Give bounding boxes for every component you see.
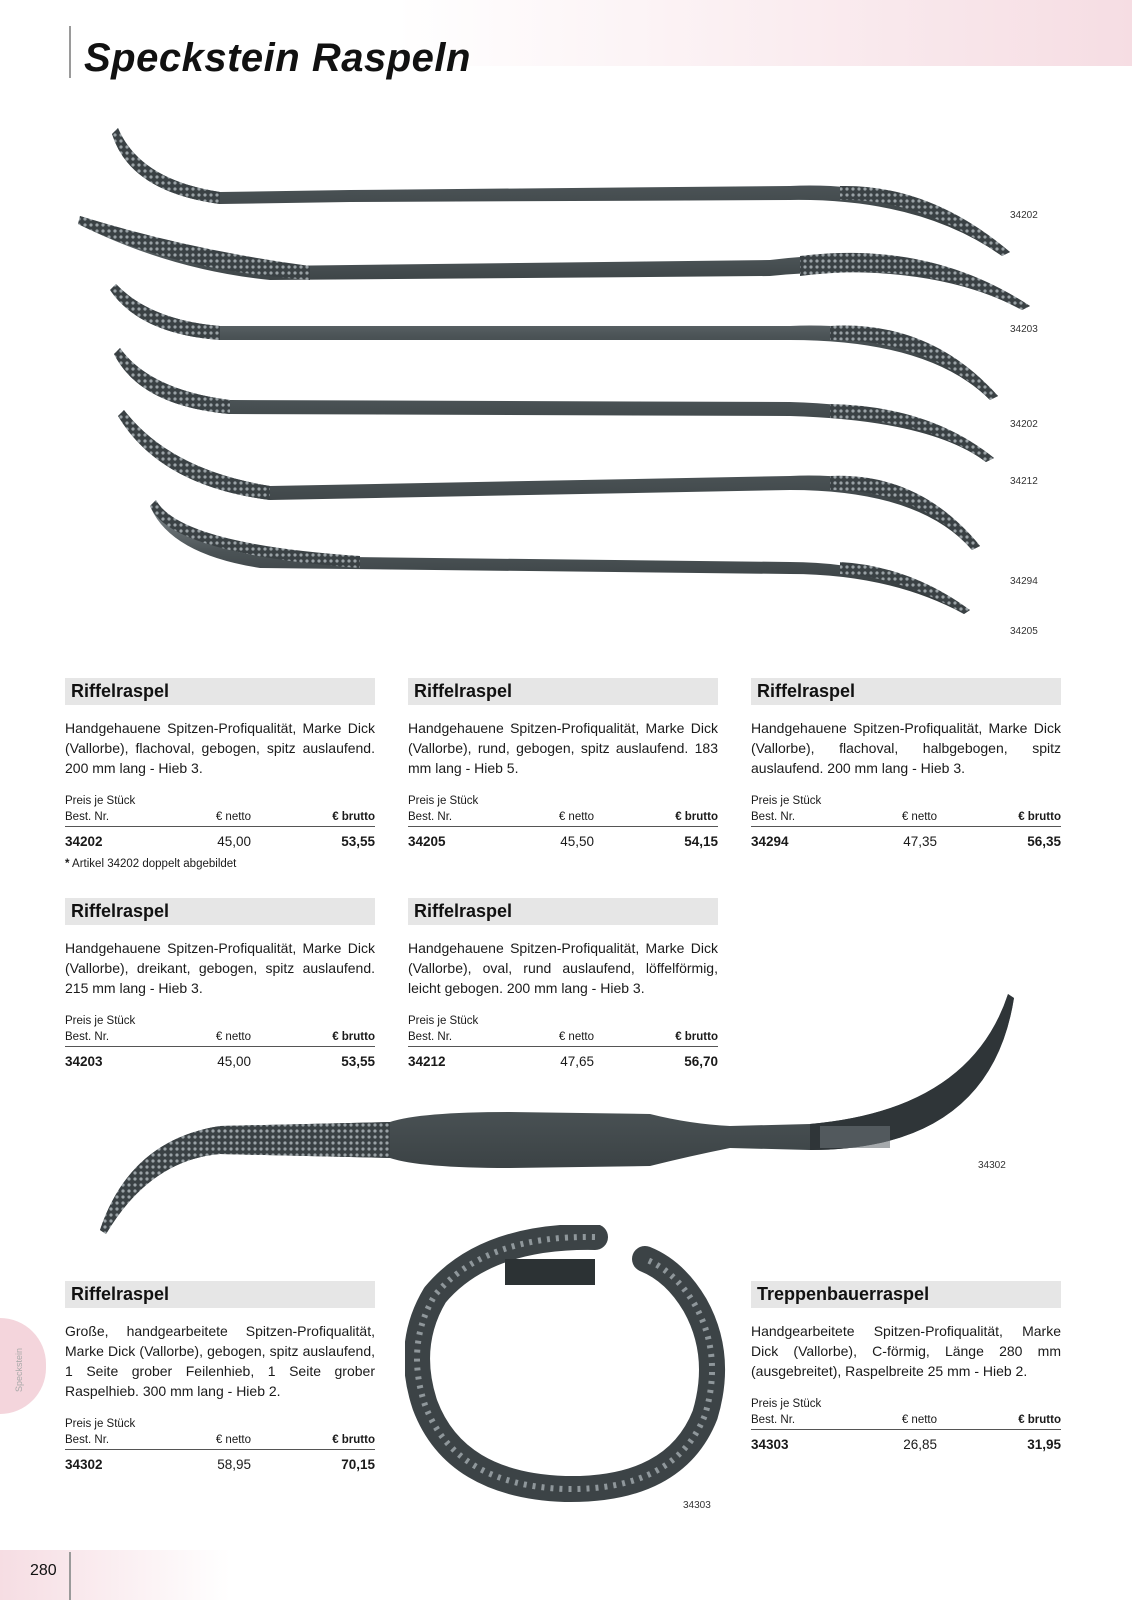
best-nr-label: Best. Nr. [408, 1031, 453, 1043]
price-per-label: Preis je Stück [65, 1418, 136, 1430]
page-number: 280 [30, 1562, 57, 1579]
rasp-34202-middle [110, 284, 998, 400]
photo-ref-6: 34205 [1010, 626, 1038, 637]
price-per-label: Preis je Stück [751, 795, 822, 807]
brutto-label: € brutto [1018, 811, 1061, 823]
price-per-label: Preis je Stück [65, 795, 136, 807]
photo-ref-coil: 34303 [683, 1500, 711, 1511]
best-nr-label: Best. Nr. [751, 1414, 796, 1426]
rasp-34302 [100, 994, 1014, 1234]
price-row [751, 831, 1061, 852]
product-heading: Riffelraspel [408, 898, 718, 925]
product-34205 [408, 678, 718, 852]
price-header [751, 809, 1061, 827]
product-description: Handgehauene Spitzen-Profiqualität, Marke Dick (Vallorbe), flachoval, gebogen, spitz auslaufend. 200 mm lang - Hieb 3. [65, 720, 375, 776]
price-brutto: 56,35 [1027, 834, 1061, 849]
item-number: 34212 [408, 1054, 446, 1069]
photo-ref-4: 34212 [1010, 476, 1038, 487]
big-rasp-photo [90, 990, 1030, 1250]
note-star: * [65, 858, 70, 870]
netto-label: € netto [558, 1031, 594, 1043]
price-header [751, 1412, 1061, 1430]
price-per-label: Preis je Stück [408, 1015, 479, 1027]
price-netto: 45,50 [560, 834, 594, 849]
price-per-label: Preis je Stück [65, 1015, 136, 1027]
product-heading: Treppenbauerraspel [751, 1281, 1061, 1308]
price-row [408, 831, 718, 852]
photo-ref-2: 34203 [1010, 324, 1038, 335]
product-34202 [65, 678, 375, 870]
price-row [65, 1454, 375, 1475]
rasp-34303 [417, 1237, 712, 1489]
price-per-label: Preis je Stück [408, 795, 479, 807]
note-text: Artikel 34202 doppelt abgebildet [69, 858, 237, 870]
price-brutto: 53,55 [341, 834, 375, 849]
rasps-photo [70, 120, 1060, 630]
product-description: Große, handgearbeitete Spitzen-Profiqualität, Marke Dick (Vallorbe), gebogen, spitz auslaufend, 1 Seite grober Feilenhieb, 1 Seite grober Raspelhieb. 300 mm lang - Hieb 2. [65, 1323, 375, 1399]
price-netto: 47,65 [560, 1054, 594, 1069]
title-rule [69, 26, 71, 78]
item-number: 34203 [65, 1054, 103, 1069]
product-heading: Riffelraspel [65, 898, 375, 925]
netto-label: € netto [901, 811, 937, 823]
price-per-label: Preis je Stück [751, 1398, 822, 1410]
product-description: Handgehauene Spitzen-Profiqualität, Marke Dick (Vallorbe), rund, gebogen, spitz auslaufend. 183 mm lang - Hieb 5. [408, 720, 718, 776]
product-description: Handgehauene Spitzen-Profiqualität, Marke Dick (Vallorbe), dreikant, gebogen, spitz auslaufend. 215 mm lang - Hieb 3. [65, 940, 375, 996]
item-number: 34202 [65, 834, 103, 849]
rasp-34203 [78, 216, 1030, 310]
netto-label: € netto [901, 1414, 937, 1426]
rasp-34294 [118, 410, 980, 550]
photo-ref-big: 34302 [978, 1160, 1006, 1171]
product-heading: Riffelraspel [65, 678, 375, 705]
price-netto: 26,85 [903, 1437, 937, 1452]
rasp-34202-top [112, 128, 1010, 256]
price-row [65, 831, 375, 852]
best-nr-label: Best. Nr. [408, 811, 453, 823]
best-nr-label: Best. Nr. [751, 811, 796, 823]
price-brutto: 54,15 [684, 834, 718, 849]
price-note [65, 858, 375, 870]
page-title: Speckstein Raspeln [84, 36, 471, 80]
brutto-label: € brutto [332, 1434, 375, 1446]
netto-label: € netto [215, 1031, 251, 1043]
product-34302 [65, 1281, 375, 1475]
best-nr-label: Best. Nr. [65, 1434, 110, 1446]
rasp-34205 [150, 500, 970, 614]
netto-label: € netto [215, 811, 251, 823]
best-nr-label: Best. Nr. [65, 1031, 110, 1043]
price-netto: 58,95 [217, 1457, 251, 1472]
price-brutto: 56,70 [684, 1054, 718, 1069]
product-heading: Riffelraspel [65, 1281, 375, 1308]
photo-ref-5: 34294 [1010, 576, 1038, 587]
price-brutto: 53,55 [341, 1054, 375, 1069]
price-row [751, 1434, 1061, 1455]
product-34303 [751, 1281, 1061, 1455]
product-heading: Riffelraspel [751, 678, 1061, 705]
item-number: 34294 [751, 834, 789, 849]
brutto-label: € brutto [1018, 1414, 1061, 1426]
product-description: Handgearbeitete Spitzen-Profiqualität, Marke Dick (Vallorbe), C-förmig, Länge 280 mm (ausgebreitet), Raspelbreite 25 mm - Hieb 2. [751, 1323, 1061, 1379]
price-brutto: 31,95 [1027, 1437, 1061, 1452]
product-description: Handgehauene Spitzen-Profiqualität, Marke Dick (Vallorbe), oval, rund auslaufend, löffelförmig, leicht gebogen. 200 mm lang - Hieb 3. [408, 940, 718, 996]
item-number: 34303 [751, 1437, 789, 1452]
price-netto: 45,00 [217, 834, 251, 849]
price-netto: 45,00 [217, 1054, 251, 1069]
price-header [65, 809, 375, 827]
item-number: 34205 [408, 834, 446, 849]
product-description: Handgehauene Spitzen-Profiqualität, Marke Dick (Vallorbe), flachoval, halbgebogen, spitz auslaufend. 200 mm lang - Hieb 3. [751, 720, 1061, 776]
brutto-label: € brutto [675, 811, 718, 823]
item-number: 34302 [65, 1457, 103, 1472]
price-brutto: 70,15 [341, 1457, 375, 1472]
coil-rasp-photo [405, 1225, 735, 1505]
photo-ref-1: 34202 [1010, 210, 1038, 221]
product-heading: Riffelraspel [408, 678, 718, 705]
brutto-label: € brutto [332, 1031, 375, 1043]
price-header [65, 1432, 375, 1450]
photo-ref-3: 34202 [1010, 419, 1038, 430]
price-netto: 47,35 [903, 834, 937, 849]
netto-label: € netto [558, 811, 594, 823]
price-header [408, 809, 718, 827]
footer-rule [69, 1552, 71, 1600]
netto-label: € netto [215, 1434, 251, 1446]
rasp-34212 [114, 348, 994, 462]
best-nr-label: Best. Nr. [65, 811, 110, 823]
brutto-label: € brutto [675, 1031, 718, 1043]
side-tab-label: Speckstein [14, 1347, 24, 1392]
brutto-label: € brutto [332, 811, 375, 823]
product-34294 [751, 678, 1061, 852]
